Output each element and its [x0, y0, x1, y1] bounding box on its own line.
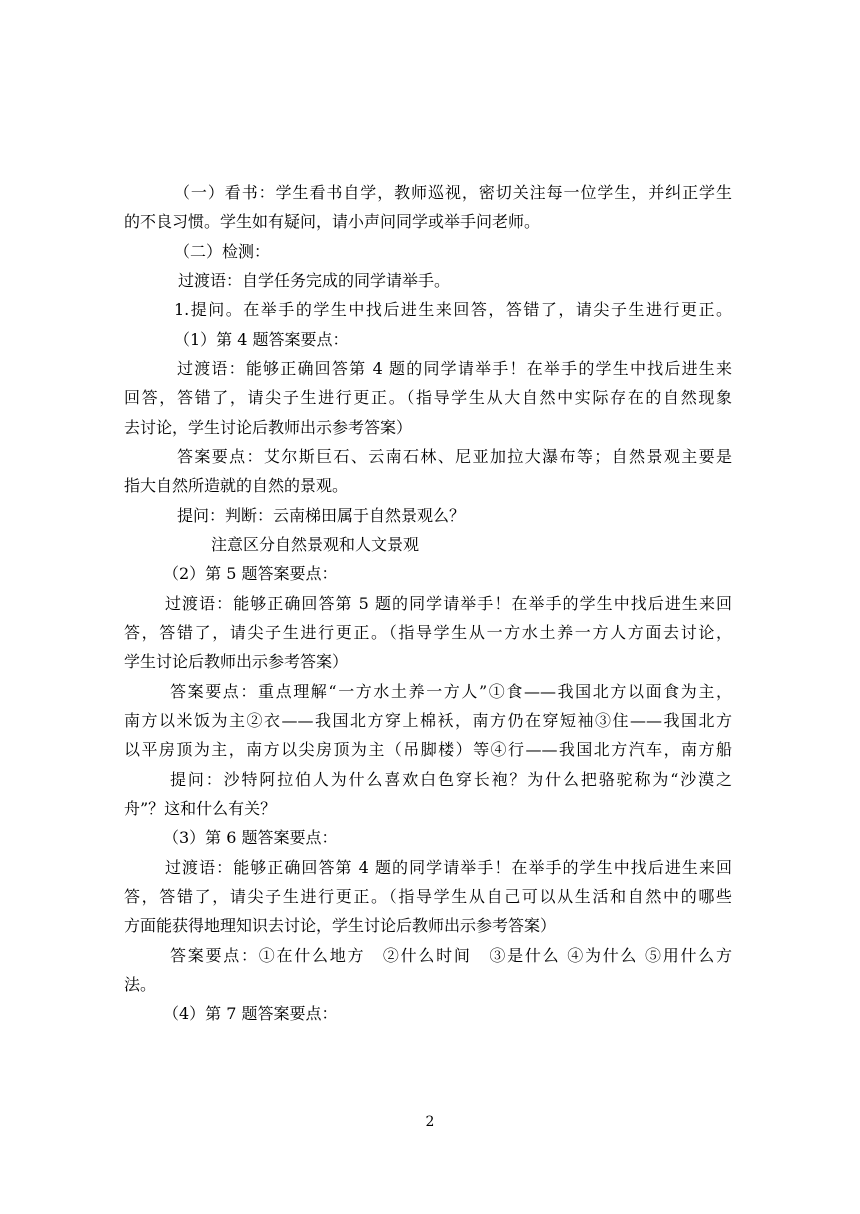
text-line: （3）第 6 题答案要点： [163, 828, 338, 847]
text-line: 回答，答错了，请尖子生进行更正。（指导学生从大自然中实际存在的自然现象 [124, 388, 732, 407]
text-line: （二）检测： [174, 242, 271, 261]
text-line: 提问：判断：云南梯田属于自然景观么？ [177, 506, 466, 525]
text-line: 过渡语：能够正确回答第 5 题的同学请举手！在举手的学生中找后进生来回 [165, 594, 732, 613]
text-line: 过渡语：能够正确回答第 4 题的同学请举手！在举手的学生中找后进生来回 [165, 858, 732, 877]
text-line: （2）第 5 题答案要点： [163, 564, 338, 583]
text-line: 指大自然所造就的自然的景观。 [124, 476, 349, 495]
text-line: 过渡语：自学任务完成的同学请举手。 [178, 271, 451, 290]
text-line: 南方以米饭为主②衣——我国北方穿上棉袄，南方仍在穿短袖③住——我国北方 [124, 711, 732, 730]
text-line: 方面能获得地理知识去讨论，学生讨论后教师出示参考答案） [124, 916, 557, 935]
text-line: 答，答错了，请尖子生进行更正。（指导学生从自己可以从生活和自然中的哪些 [124, 887, 732, 906]
text-line: 答案要点：①在什么地方 ②什么时间 ③是什么 ④为什么 ⑤用什么方 [170, 946, 732, 965]
text-line: 答案要点：艾尔斯巨石、云南石林、尼亚加拉大瀑布等；自然景观主要是 [177, 447, 732, 466]
text-line: 提问：沙特阿拉伯人为什么喜欢白色穿长袍？为什么把骆驼称为“沙漠之 [170, 770, 732, 789]
text-line: 去讨论，学生讨论后教师出示参考答案） [124, 418, 413, 437]
text-line: 1.提问。在举手的学生中找后进生来回答，答错了，请尖子生进行更正。 [174, 300, 732, 319]
text-line: （一）看书：学生看书自学，教师巡视，密切关注每一位学生，并纠正学生 [174, 183, 732, 202]
text-line: 过渡语：能够正确回答第 4 题的同学请举手！在举手的学生中找后进生来 [177, 359, 732, 378]
text-line: 学生讨论后教师出示参考答案） [124, 652, 349, 671]
text-line: 舟”？这和什么有关？ [124, 799, 277, 818]
page-number: 2 [425, 1114, 435, 1130]
text-line: 答，答错了，请尖子生进行更正。（指导学生从一方水土养一方人方面去讨论， [124, 623, 732, 642]
text-line: 法。 [124, 975, 157, 994]
text-line: 的不良习惯。学生如有疑问，请小声问同学或举手问老师。 [124, 212, 541, 231]
text-line: （4）第 7 题答案要点： [163, 1004, 338, 1023]
text-line: 以平房顶为主，南方以尖房顶为主（吊脚楼）等④行——我国北方汽车，南方船 [124, 740, 732, 759]
text-line: （1）第 4 题答案要点： [174, 330, 349, 349]
text-line: 答案要点：重点理解“一方水土养一方人”①食——我国北方以面食为主， [170, 682, 732, 701]
text-line: 注意区分自然景观和人文景观 [211, 535, 420, 554]
